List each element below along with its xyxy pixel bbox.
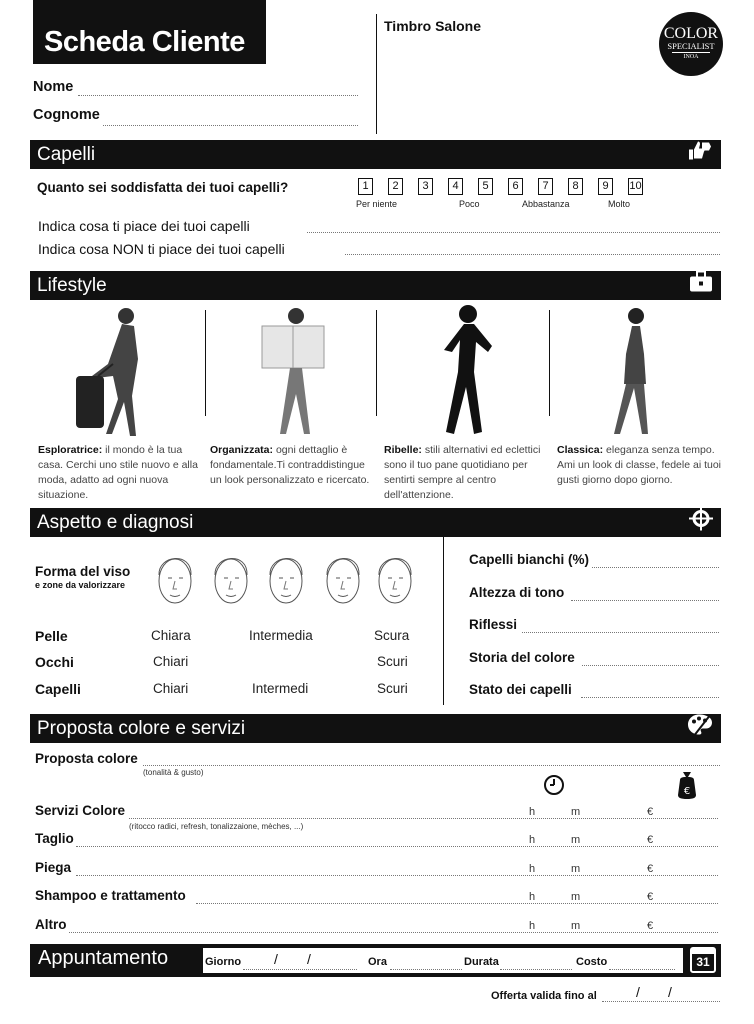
hours-unit: h — [529, 891, 536, 903]
lifestyle-title: Lifestyle — [37, 275, 107, 296]
profile-organizzata: Organizzata: ogni dettaglio è fondamentale.Ti contraddistingue un look personalizzato e ricercato. — [210, 444, 370, 486]
ora-label: Ora — [368, 956, 387, 968]
aspetto-field-input[interactable] — [571, 600, 719, 601]
minutes-unit: m — [571, 891, 581, 903]
stamp-label: Timbro Salone — [384, 18, 481, 34]
hours-unit: h — [529, 920, 536, 932]
aspetto-section-header — [30, 508, 721, 537]
rebel-illustration — [418, 302, 508, 438]
capelli-scuri[interactable]: Scuri — [377, 681, 408, 696]
occhi-label: Occhi — [35, 654, 74, 670]
profile-classica: Classica: eleganza senza tempo. Ami un look di classe, fedele ai tuoi gusti giorno dopo giorno. — [557, 444, 722, 486]
durata-label: Durata — [464, 956, 499, 968]
face-shape-2[interactable] — [208, 545, 254, 611]
rating-box-7[interactable]: 7 — [538, 178, 553, 195]
euro-unit: € — [647, 806, 654, 818]
rating-box-8[interactable]: 8 — [568, 178, 583, 195]
proposta-section-header — [30, 714, 721, 743]
page-title: Scheda Cliente — [33, 0, 266, 64]
aspetto-title: Aspetto e diagnosi — [37, 512, 194, 533]
aspetto-field-label: Riflessi — [469, 617, 518, 632]
cognome-label: Cognome — [33, 107, 100, 123]
rating-box-2[interactable]: 2 — [388, 178, 403, 195]
occhi-chiari[interactable]: Chiari — [153, 654, 189, 669]
offerta-field[interactable] — [602, 1001, 720, 1002]
proposta-colore-field[interactable] — [143, 765, 720, 766]
capelli-chiari[interactable]: Chiari — [153, 681, 189, 696]
rating-box-3[interactable]: 3 — [418, 178, 433, 195]
pelle-chiara[interactable]: Chiara — [151, 628, 191, 643]
giorno-label: Giorno — [205, 956, 242, 968]
likes-label: Indica cosa ti piace dei tuoi capelli — [38, 218, 250, 234]
proposta-colore-label: Proposta colore — [35, 751, 138, 766]
aspetto-field-label: Stato dei capelli — [469, 682, 572, 697]
money-bag-icon — [676, 770, 698, 800]
face-shape-4[interactable] — [320, 545, 366, 611]
ora-field[interactable] — [390, 969, 462, 970]
aspetto-field-input[interactable] — [522, 632, 719, 633]
briefcase-icon — [689, 270, 713, 301]
service-field[interactable] — [196, 903, 718, 904]
rating-box-5[interactable]: 5 — [478, 178, 493, 195]
satisfaction-question: Quanto sei soddisfatta dei tuoi capelli? — [37, 180, 289, 195]
aspetto-field-input[interactable] — [582, 665, 719, 666]
service-sub: (ritocco radici, refresh, tonalizzaione, mèches, ...) — [129, 822, 304, 831]
capelli-intermedi[interactable]: Intermedi — [252, 681, 309, 696]
satisfaction-scale-labels: Per niente Poco Abbastanza Molto — [356, 199, 631, 209]
aspetto-field-input[interactable] — [581, 697, 719, 698]
service-field[interactable] — [129, 818, 718, 819]
service-field[interactable] — [76, 846, 718, 847]
thumbs-icon — [687, 139, 713, 170]
minutes-unit: m — [571, 834, 581, 846]
hours-unit: h — [529, 806, 536, 818]
euro-unit: € — [647, 920, 654, 932]
divider — [376, 14, 377, 134]
appuntamento-title: Appuntamento — [38, 947, 169, 969]
calendar-icon: 31 — [690, 947, 716, 973]
appuntamento-bar — [30, 944, 721, 977]
service-field[interactable] — [69, 932, 718, 933]
service-label: Piega — [35, 860, 72, 875]
service-label: Altro — [35, 917, 67, 932]
service-label: Servizi Colore — [35, 803, 126, 818]
lifestyle-section-header — [30, 271, 721, 300]
aspetto-field-input[interactable] — [592, 567, 719, 568]
service-field[interactable] — [76, 875, 718, 876]
aspetto-field-label: Capelli bianchi (%) — [469, 552, 590, 567]
costo-field[interactable] — [609, 969, 675, 970]
aspetto-field-label: Altezza di tono — [469, 584, 565, 600]
likes-field[interactable] — [307, 232, 720, 233]
nome-field[interactable] — [78, 95, 358, 96]
euro-unit: € — [647, 863, 654, 875]
profile-ribelle: Ribelle: stili alternativi ed eclettici sono il tuo pane quotidiano per sentirti sempre al centro dell'attenzione. — [384, 444, 541, 501]
capelli-row-label: Capelli — [35, 681, 81, 697]
classic-illustration — [600, 304, 670, 438]
minutes-unit: m — [571, 863, 581, 875]
proposta-colore-sub: (tonalità & gusto) — [143, 768, 204, 777]
euro-unit: € — [647, 891, 654, 903]
euro-unit: € — [647, 834, 654, 846]
profile-esploratrice: Esploratrice: il mondo è la tua casa. Cerchi uno stile nuovo e alla moda, adatto ad ogni nuova situazione. — [38, 444, 198, 501]
rating-box-6[interactable]: 6 — [508, 178, 523, 195]
occhi-scuri[interactable]: Scuri — [377, 654, 408, 669]
dislikes-field[interactable] — [345, 254, 720, 255]
giorno-field[interactable] — [243, 969, 357, 970]
pelle-intermedia[interactable]: Intermedia — [249, 628, 313, 643]
pelle-label: Pelle — [35, 628, 68, 644]
cognome-field[interactable] — [103, 125, 358, 126]
rating-box-1[interactable]: 1 — [358, 178, 373, 195]
minutes-unit: m — [571, 806, 581, 818]
proposta-title: Proposta colore e servizi — [37, 718, 246, 739]
clock-icon — [543, 774, 565, 796]
nome-label: Nome — [33, 79, 74, 95]
rating-box-10[interactable]: 10 — [628, 178, 643, 195]
organized-illustration — [250, 304, 340, 438]
dislikes-label: Indica cosa NON ti piace dei tuoi capelli — [38, 241, 285, 257]
palette-icon — [687, 712, 713, 745]
rating-box-4[interactable]: 4 — [448, 178, 463, 195]
explorer-illustration — [68, 304, 163, 438]
costo-label: Costo — [576, 956, 608, 968]
rating-box-9[interactable]: 9 — [598, 178, 613, 195]
face-shape-1[interactable] — [152, 545, 198, 611]
durata-field[interactable] — [500, 969, 572, 970]
capelli-title: Capelli — [37, 144, 96, 165]
service-label: Taglio — [35, 831, 74, 846]
face-shape-sub: e zone da valorizzare — [35, 580, 126, 590]
face-shape-3[interactable] — [263, 545, 309, 611]
hours-unit: h — [529, 863, 536, 875]
appointment-form: Giorno / / Ora Durata Costo — [203, 948, 683, 973]
hours-unit: h — [529, 834, 536, 846]
capelli-section-header — [30, 140, 721, 169]
face-shape-label: Forma del viso — [35, 564, 131, 579]
minutes-unit: m — [571, 920, 581, 932]
service-label: Shampoo e trattamento — [35, 888, 186, 903]
svg-text:€: € — [683, 786, 691, 797]
color-specialist-logo: COLOR SPECIALIST INOA — [659, 12, 723, 76]
aspetto-field-label: Storia del colore — [469, 649, 575, 665]
pelle-scura[interactable]: Scura — [374, 628, 410, 643]
face-shape-5[interactable] — [372, 545, 418, 611]
crosshair-icon — [689, 506, 713, 539]
offerta-label: Offerta valida fino al — [491, 990, 597, 1002]
